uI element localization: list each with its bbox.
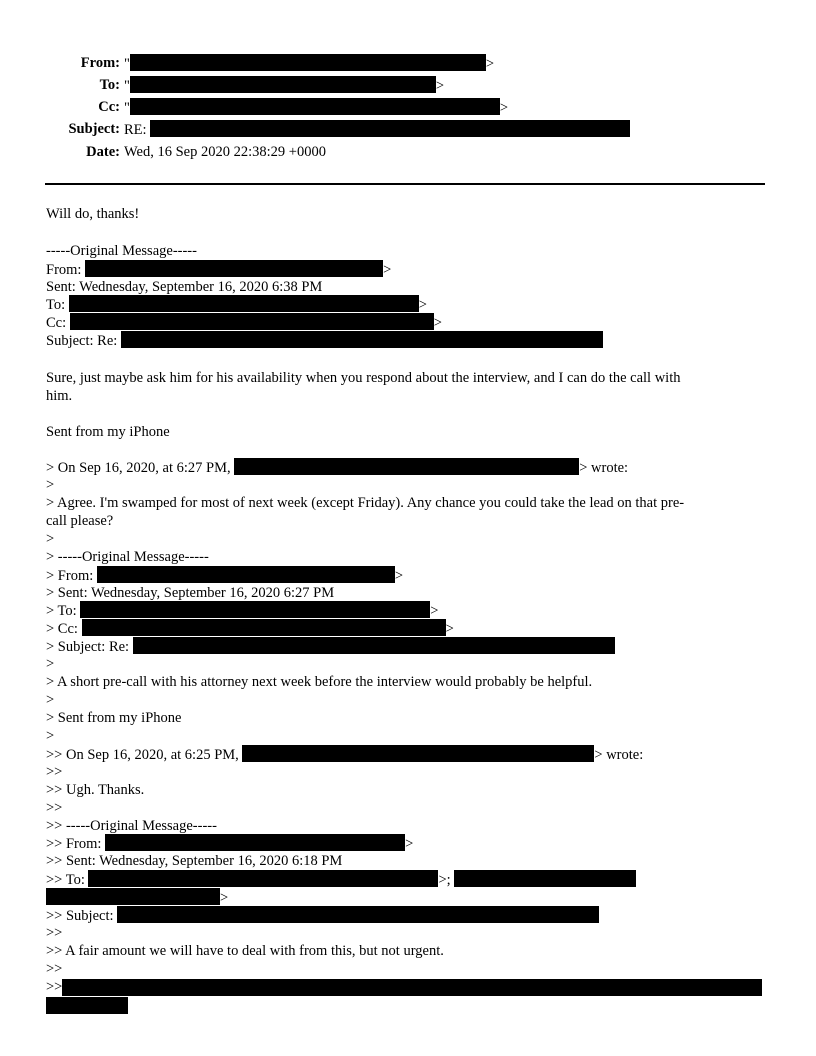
body-line: >> — [46, 979, 63, 995]
body-line: > — [46, 692, 55, 708]
body-line: Subject: Re: — [46, 331, 603, 349]
body-line: > Subject: Re: — [46, 637, 615, 655]
body-line: >> To: >; — [46, 870, 636, 888]
redaction-block — [242, 745, 594, 762]
body-line: >> — [46, 925, 63, 941]
body-line: >> Subject: — [46, 906, 599, 924]
body-line: -----Original Message----- — [46, 243, 197, 259]
body-line: > On Sep 16, 2020, at 6:27 PM, > wrote: — [46, 460, 629, 476]
body-line: >> — [46, 961, 63, 977]
body-line: > — [46, 656, 55, 672]
redaction-block — [82, 619, 446, 636]
redaction-block — [80, 601, 430, 618]
body-line: Sent from my iPhone — [46, 424, 170, 440]
redaction-block — [121, 331, 603, 348]
redaction-block — [97, 566, 395, 583]
body-line: Sure, just maybe ask him for his availability when you respond about the interview, and I can do the call with — [46, 370, 681, 386]
redaction-block — [46, 888, 220, 905]
body-line: To: > — [46, 297, 427, 313]
body-line: >> -----Original Message----- — [46, 818, 217, 834]
redaction-block — [85, 260, 383, 277]
body-line: > To: > — [46, 603, 439, 619]
body-line: From: > — [46, 262, 392, 278]
body-line: >> From: > — [46, 836, 414, 852]
body-line: > A short pre-call with his attorney next week before the interview would probably be helpful. — [46, 674, 593, 690]
body-line: > Sent: Wednesday, September 16, 2020 6:27 PM — [46, 585, 335, 601]
body-line: >> A fair amount we will have to deal with from this, but not urgent. — [46, 943, 444, 959]
body-line: him. — [46, 388, 73, 404]
body-line: > Cc: > — [46, 621, 454, 637]
header-divider — [45, 183, 765, 185]
redaction-block — [454, 870, 636, 887]
body-line: >> Sent: Wednesday, September 16, 2020 6:18 PM — [46, 853, 343, 869]
redaction-block — [88, 870, 438, 887]
body-line: > Sent from my iPhone — [46, 710, 182, 726]
body-line: > — [46, 888, 228, 906]
redaction-block — [105, 834, 405, 851]
redaction-block — [70, 313, 434, 330]
date-value: Wed, 16 Sep 2020 22:38:29 +0000 — [124, 144, 326, 160]
body-line: Cc: > — [46, 315, 442, 331]
body-line: > — [46, 531, 55, 547]
redaction-block — [62, 979, 762, 996]
body-line: > — [46, 477, 55, 493]
body-line: Sent: Wednesday, September 16, 2020 6:38 PM — [46, 279, 323, 295]
redaction-block — [130, 76, 436, 93]
body-line: > -----Original Message----- — [46, 549, 209, 565]
body-line: > — [46, 728, 55, 744]
body-line: call please? — [46, 513, 114, 529]
redaction-block — [130, 98, 500, 115]
body-line: >> Ugh. Thanks. — [46, 782, 145, 798]
body-line: > Agree. I'm swamped for most of next week (except Friday). Any chance you could take the lead on that pre- — [46, 495, 685, 511]
to-label: To: — [99, 77, 120, 93]
redaction-block — [234, 458, 579, 475]
redaction-block — [133, 637, 615, 654]
body-line: >> — [46, 764, 63, 780]
from-label: From: — [80, 55, 120, 71]
redaction-block — [150, 120, 630, 137]
body-line: >> — [46, 800, 63, 816]
redaction-block — [130, 54, 486, 71]
cc-label: Cc: — [98, 99, 120, 115]
date-label: Date: — [86, 144, 120, 160]
body-line: >> On Sep 16, 2020, at 6:25 PM, > wrote: — [46, 747, 644, 763]
redaction-block — [69, 295, 419, 312]
redaction-block — [46, 997, 128, 1014]
subject-label: Subject: — [68, 121, 120, 137]
body-line: > From: > — [46, 568, 404, 584]
redaction-block — [117, 906, 599, 923]
body-line: Will do, thanks! — [46, 206, 140, 222]
